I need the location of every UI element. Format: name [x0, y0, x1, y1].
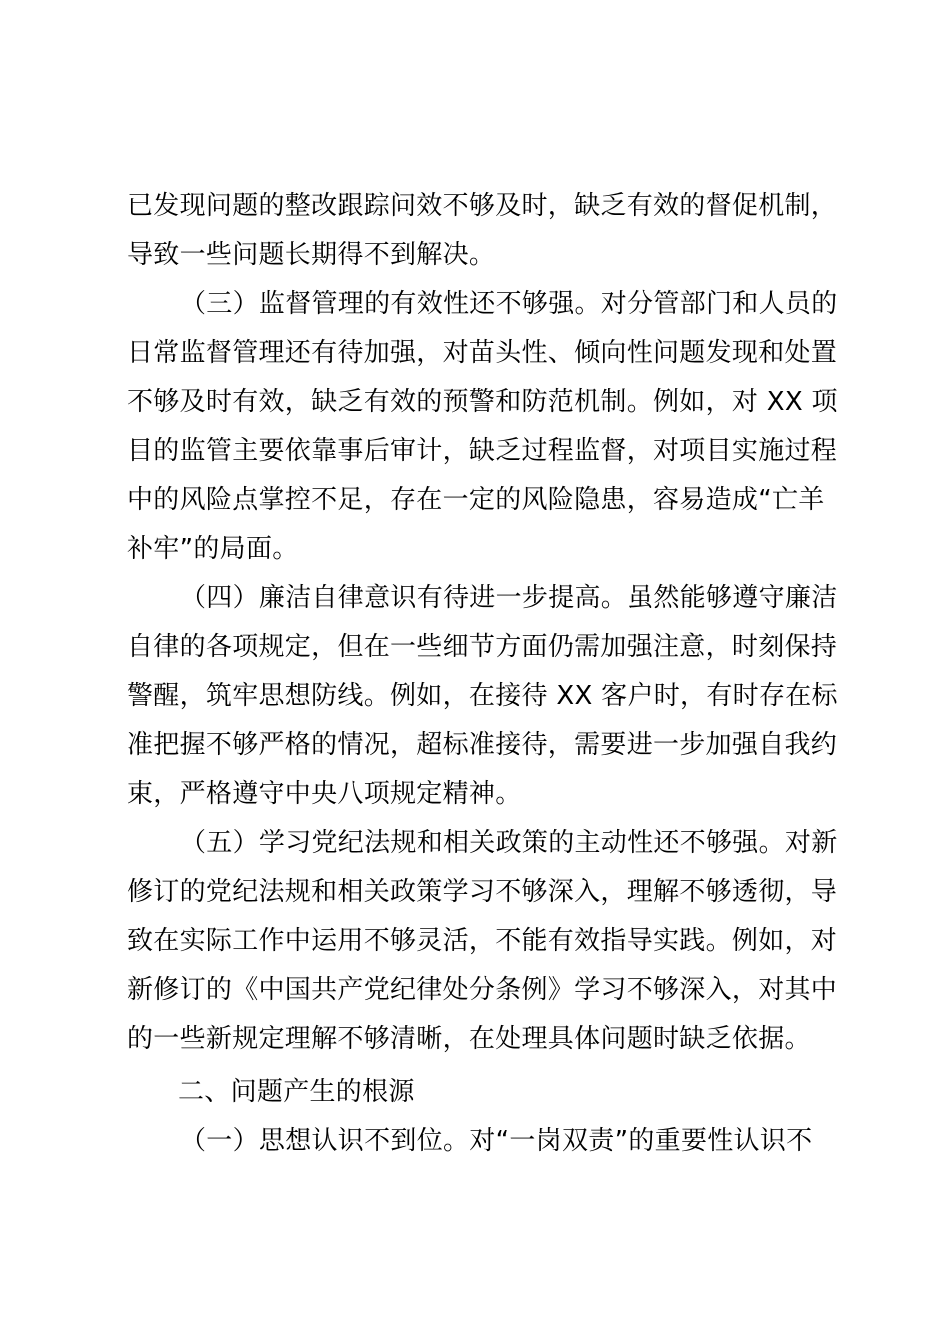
subsection-heading-1-line: （一）思想认识不到位。对“一岗双责”的重要性认识不	[180, 1126, 813, 1156]
text-line-15: 修订的党纪法规和相关政策学习不够深入，理解不够透彻，导	[127, 877, 838, 907]
text-line-12: 准把握不够严格的情况，超标准接待，需要进一步加强自我约	[127, 730, 838, 760]
text-line-10: 自律的各项规定，但在一些细节方面仍需加强注意，时刻保持	[127, 632, 838, 662]
text-line-2: 导致一些问题长期得不到解决。	[127, 240, 496, 270]
text-line-18: 的一些新规定理解不够清晰，在处理具体问题时缺乏依据。	[127, 1024, 811, 1054]
text-line-1: 已发现问题的整改跟踪问效不够及时，缺乏有效的督促机制，	[127, 191, 838, 221]
section-heading-3-line: （三）监督管理的有效性还不够强。对分管部门和人员的	[180, 289, 838, 319]
section-heading-5-line: （五）学习党纪法规和相关政策的主动性还不够强。对新	[180, 828, 838, 858]
text-line-7: 中的风险点掌控不足，存在一定的风险隐患，容易造成“亡羊	[127, 485, 825, 515]
text-line-6: 目的监管主要依靠事后审计，缺乏过程监督，对项目实施过程	[127, 436, 838, 466]
text-line-8: 补牢”的局面。	[127, 534, 299, 564]
text-line-17: 新修订的《中国共产党纪律处分条例》学习不够深入，对其中	[127, 975, 838, 1005]
text-line-13: 束，严格遵守中央八项规定精神。	[127, 779, 522, 809]
text-line-16: 致在实际工作中运用不够灵活，不能有效指导实践。例如，对	[127, 926, 838, 956]
text-line-5: 不够及时有效，缺乏有效的预警和防范机制。例如，对 XX 项	[127, 387, 838, 417]
chapter-heading: 二、问题产生的根源	[178, 1077, 415, 1107]
section-heading-4-line: （四）廉洁自律意识有待进一步提高。虽然能够遵守廉洁	[180, 583, 838, 613]
text-line-4: 日常监督管理还有待加强，对苗头性、倾向性问题发现和处置	[127, 338, 838, 368]
text-line-11: 警醒，筑牢思想防线。例如，在接待 XX 客户时，有时存在标	[127, 681, 838, 711]
